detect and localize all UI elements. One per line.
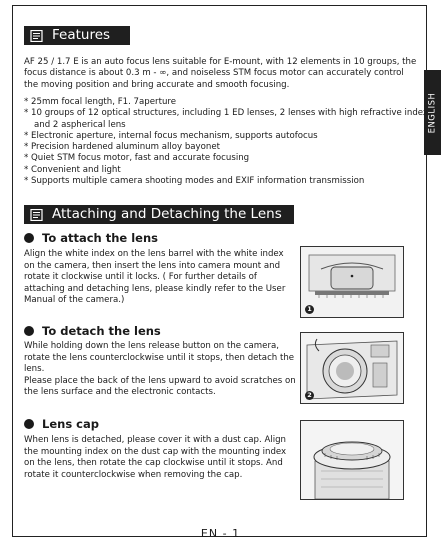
feature-bullet: * Precision hardened aluminum alloy bayonet [24, 142, 221, 153]
features-section-header [24, 26, 130, 45]
lens-mount-illustration [301, 247, 403, 317]
features-title: Features [52, 27, 111, 43]
feature-bullet: * Convenient and light [24, 164, 121, 175]
feature-bullet: * Supports multiple camera shooting modes and EXIF information transmission [24, 176, 365, 187]
feature-bullet: * Quiet STM focus motor, fast and accurate focusing [24, 153, 250, 164]
figure-number-1: 1 [305, 305, 314, 314]
figure-detach-lens [300, 332, 404, 404]
lens-cap-heading: Lens cap [24, 417, 99, 431]
detach-step-2: Please place the back of the lens upward to avoid scratches on the lens surface and the electronic contacts. [24, 375, 296, 398]
feature-bullet: * Electronic aperture, internal focus mechanism, supports autofocus [24, 130, 318, 141]
features-list [24, 97, 429, 187]
figure-number-2: 2 [305, 391, 314, 400]
feature-bullet: * 25mm focal length, F1. 7aperture [24, 97, 177, 107]
figure-attach-lens [300, 246, 404, 318]
language-tab-label: ENGLISH [427, 92, 438, 133]
document-icon [30, 209, 44, 221]
camera-body-illustration [301, 333, 403, 403]
feature-bullet: * 10 groups of 12 optical structures, including 1 ED lenses, 2 lenses with high refractive index [24, 108, 429, 119]
attach-section-title: Attaching and Detaching the Lens [52, 206, 282, 222]
bullet-dot-icon [24, 233, 34, 243]
attach-instructions: Align the white index on the lens barrel with the white index on the camera, then insert the lens into camera mount and rotate it clockwise until it locks. ( For further details of attaching and detaching lens, please kindly refer to the User Manual of the camera.) [24, 249, 286, 306]
figure-lens-cap [300, 420, 404, 500]
detach-step-1: While holding down the lens release button on the camera, rotate the lens counterclockwise until it stops, then detach the lens. [24, 341, 295, 375]
detach-heading: To detach the lens [24, 324, 161, 338]
bullet-dot-icon [24, 326, 34, 336]
feature-bullet-continued: and 2 aspherical lens [34, 119, 126, 130]
attach-section-header [24, 205, 294, 224]
features-intro: AF 25 / 1.7 E is an auto focus lens suitable for E-mount, with 12 elements in 10 groups, the focus distance is about 0.3 m - ∞, and noiseless STM focus motor can accurately control the moving position and bring accurate and smooth focusing. [24, 57, 417, 90]
document-icon [30, 30, 44, 42]
detach-instructions [24, 341, 296, 399]
page-number: EN - 1 [200, 527, 241, 540]
bullet-dot-icon [24, 419, 34, 429]
lens-cap-instructions: When lens is detached, please cover it with a dust cap. Align the mounting index on the dust cap with the mounting index on the lens, then rotate the cap clockwise until it stops. And rotate it counterclockwise when removing the cap. [24, 435, 287, 480]
dust-cap-illustration [301, 421, 403, 499]
attach-heading: To attach the lens [24, 231, 158, 245]
